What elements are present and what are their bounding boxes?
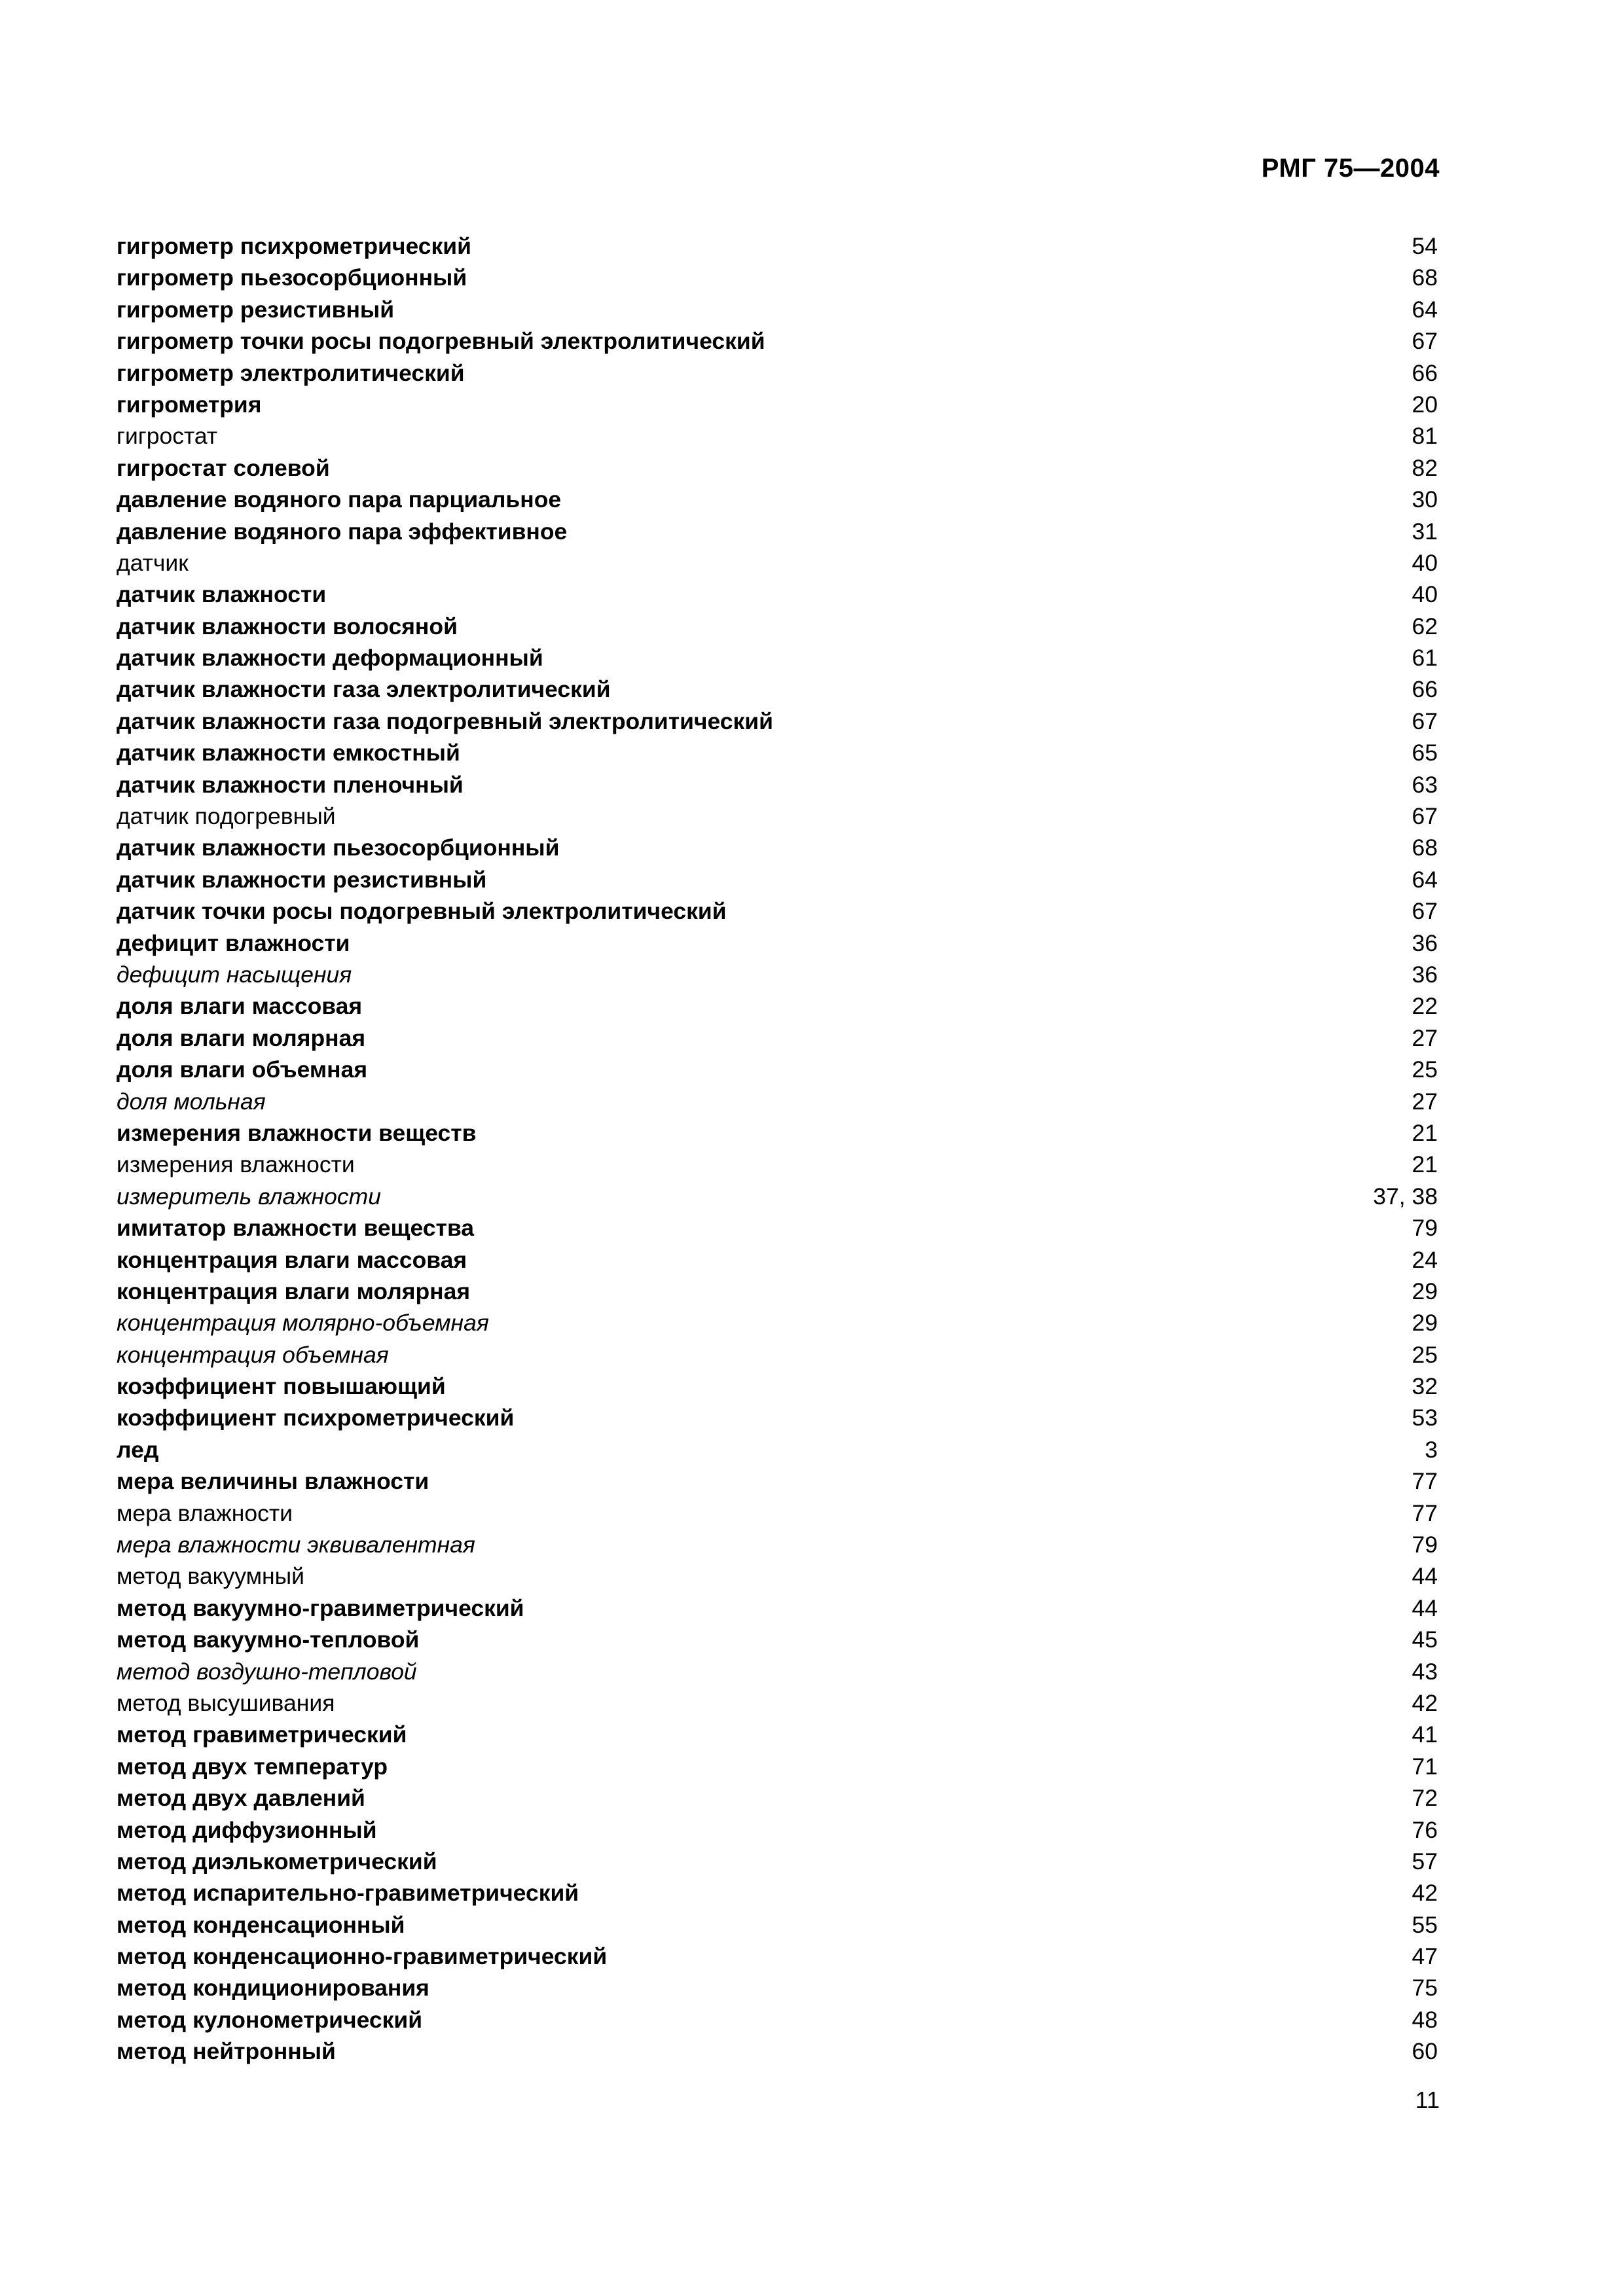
index-entry [117,1656,1438,1687]
index-term: датчик подогревный [117,803,336,830]
index-entry [117,2036,1438,2067]
index-page-ref: 79 [1412,1532,1438,1558]
index-term: доля мольная [117,1088,266,1115]
index-term: имитатор влажности вещества [117,1215,475,1242]
index-term: метод конденсационно-гравиметрический [117,1943,608,1970]
index-page-ref: 68 [1412,834,1438,861]
index-page-ref: 27 [1412,1088,1438,1115]
index-term: датчик точки росы подогревный электролитический [117,898,727,925]
index-term: метод воздушно-тепловой [117,1658,417,1685]
index-term: гигрометр психрометрический [117,233,471,259]
index-entry [117,1846,1438,1877]
index-entry [117,1498,1438,1529]
index-term: гигрометр резистивный [117,296,395,323]
index-term: метод вакуумно-гравиметрический [117,1594,524,1621]
index-entry [117,1624,1438,1655]
index-page-ref: 62 [1412,613,1438,639]
index-term: концентрация объемная [117,1341,389,1368]
index-entry [117,737,1438,768]
index-term: датчик влажности волосяной [117,613,458,639]
index-page-ref: 29 [1412,1310,1438,1336]
index-page-ref: 55 [1412,1911,1438,1938]
index-term: датчик влажности емкостный [117,740,460,766]
index-entry [117,1719,1438,1750]
index-page-ref: 36 [1412,961,1438,988]
index-entry [117,990,1438,1022]
index-entry [117,1434,1438,1465]
index-page-ref: 36 [1412,929,1438,956]
index-term: доля влаги массовая [117,993,363,1020]
index-page-ref: 53 [1412,1405,1438,1431]
index-entry [117,484,1438,515]
index-entry [117,2004,1438,2036]
index-page-ref: 68 [1412,264,1438,291]
page-number: 11 [1415,2087,1440,2113]
index-entry [117,927,1438,959]
index-term: гигрометр электролитический [117,359,465,386]
index-entry [117,800,1438,832]
index-term: метод кулонометрический [117,2006,423,2033]
index-term: датчик влажности газа подогревный электролитический [117,708,773,734]
index-entry [117,769,1438,800]
index-page-ref: 24 [1412,1246,1438,1273]
document-code-header: РМГ 75—2004 [1261,154,1440,183]
index-page-ref: 81 [1412,423,1438,450]
index-page-ref: 60 [1412,2038,1438,2065]
index-term: измерения влажности веществ [117,1119,477,1146]
index-page-ref: 44 [1412,1594,1438,1621]
index-term: измеритель влажности [117,1183,381,1210]
index-entry [117,420,1438,452]
index-term: гигрометрия [117,391,262,418]
index-page-ref: 67 [1412,898,1438,925]
index-entry [117,1560,1438,1592]
index-term: концентрация молярно-объемная [117,1310,489,1336]
index-entry [117,959,1438,990]
index-page-ref: 67 [1412,803,1438,830]
index-term: давление водяного пара эффективное [117,518,568,545]
index-page-ref: 47 [1412,1943,1438,1970]
index-entry [117,1307,1438,1338]
index-entry [117,673,1438,705]
index-term: концентрация влаги массовая [117,1246,467,1273]
index-term: датчик [117,549,189,576]
index-entry [117,1149,1438,1180]
index-entry [117,864,1438,895]
index-term: гигрометр точки росы подогревный электролитический [117,328,765,355]
index-term: дефицит влажности [117,929,350,956]
index-page-ref: 67 [1412,328,1438,355]
index-term: гигрометр пьезосорбционный [117,264,467,291]
index-entry [117,1054,1438,1085]
index-page-ref: 27 [1412,1024,1438,1051]
index-page-ref: 48 [1412,2006,1438,2033]
index-term: метод испарительно-гравиметрический [117,1880,579,1907]
index-page-ref: 21 [1412,1119,1438,1146]
index-entry [117,389,1438,420]
index-page-ref: 44 [1412,1563,1438,1590]
index-entry [117,262,1438,293]
index-entry [117,1972,1438,2003]
index-term: метод двух давлений [117,1785,365,1812]
index-page-ref: 72 [1412,1785,1438,1812]
index-page-ref: 40 [1412,549,1438,576]
index-term: датчик влажности [117,581,327,608]
index-page-ref: 66 [1412,676,1438,703]
index-term: доля влаги молярная [117,1024,366,1051]
index-entry [117,1276,1438,1307]
index-entry [117,1909,1438,1941]
index-page-ref: 61 [1412,645,1438,672]
index-page-ref: 29 [1412,1278,1438,1304]
index-entry [117,642,1438,673]
index-term: метод нейтронный [117,2038,336,2065]
index-term: датчик влажности деформационный [117,645,543,672]
index-term: коэффициент психрометрический [117,1405,515,1431]
index-term: датчик влажности пьезосорбционный [117,834,560,861]
index-entry [117,611,1438,642]
index-entry [117,1782,1438,1814]
index-term: датчик влажности резистивный [117,866,487,893]
index-list [117,230,1438,2068]
index-term: метод вакуумно-тепловой [117,1626,420,1653]
index-page-ref: 40 [1412,581,1438,608]
index-page-ref: 31 [1412,518,1438,545]
index-term: измерения влажности [117,1151,355,1178]
index-page-ref: 71 [1412,1753,1438,1780]
index-page-ref: 63 [1412,771,1438,798]
index-term: метод двух температур [117,1753,388,1780]
index-term: метод диэлькометрический [117,1848,437,1874]
index-page-ref: 43 [1412,1658,1438,1685]
index-page-ref: 30 [1412,486,1438,513]
index-entry [117,1941,1438,1972]
index-term: доля влаги объемная [117,1056,368,1083]
index-page-ref: 21 [1412,1151,1438,1178]
index-page-ref: 32 [1412,1373,1438,1400]
index-page-ref: 25 [1412,1341,1438,1368]
index-term: метод конденсационный [117,1911,405,1938]
index-term: гигростат [117,423,218,450]
index-entry [117,357,1438,389]
index-entry [117,579,1438,610]
index-term: датчик влажности пленочный [117,771,464,798]
index-term: мера влажности [117,1499,293,1526]
index-entry [117,1402,1438,1433]
index-page-ref: 41 [1412,1721,1438,1748]
index-page-ref: 79 [1412,1215,1438,1242]
index-page-ref: 25 [1412,1056,1438,1083]
index-term: метод гравиметрический [117,1721,407,1748]
index-entry [117,706,1438,737]
index-term: мера влажности эквивалентная [117,1532,475,1558]
index-term: метод высушивания [117,1689,335,1716]
index-page-ref: 20 [1412,391,1438,418]
index-page-ref: 77 [1412,1499,1438,1526]
index-entry [117,1814,1438,1846]
index-entry [117,1086,1438,1117]
index-term: гигростат солевой [117,454,330,481]
index-entry [117,1117,1438,1149]
index-entry [117,1244,1438,1276]
index-page-ref: 54 [1412,233,1438,259]
index-term: концентрация влаги молярная [117,1278,471,1304]
index-entry [117,294,1438,325]
index-entry [117,1022,1438,1054]
index-term: давление водяного пара парциальное [117,486,562,513]
index-entry [117,1212,1438,1244]
index-entry [117,1181,1438,1212]
index-entry [117,1687,1438,1719]
index-entry [117,1592,1438,1624]
index-entry [117,1751,1438,1782]
index-entry [117,230,1438,262]
index-page-ref: 75 [1412,1975,1438,2001]
index-entry [117,1339,1438,1371]
index-page-ref: 22 [1412,993,1438,1020]
index-page-ref: 42 [1412,1880,1438,1907]
index-term: лед [117,1436,159,1463]
index-entry [117,325,1438,357]
index-entry [117,1371,1438,1402]
index-entry [117,1877,1438,1909]
index-page-ref: 37, 38 [1373,1183,1438,1210]
index-page-ref: 82 [1412,454,1438,481]
index-entry [117,1465,1438,1497]
index-entry [117,452,1438,484]
index-term: метод вакуумный [117,1563,304,1590]
index-page-ref: 64 [1412,296,1438,323]
index-term: метод кондиционирования [117,1975,429,2001]
index-page-ref: 3 [1425,1436,1438,1463]
index-entry [117,895,1438,927]
index-page-ref: 42 [1412,1689,1438,1716]
index-page-ref: 45 [1412,1626,1438,1653]
index-entry [117,1529,1438,1560]
index-page-ref: 57 [1412,1848,1438,1874]
index-term: дефицит насыщения [117,961,352,988]
index-entry [117,832,1438,863]
index-term: метод диффузионный [117,1816,377,1843]
index-entry [117,547,1438,579]
index-page-ref: 64 [1412,866,1438,893]
index-entry [117,516,1438,547]
index-page-ref: 65 [1412,740,1438,766]
index-term: коэффициент повышающий [117,1373,446,1400]
index-term: датчик влажности газа электролитический [117,676,611,703]
index-page-ref: 66 [1412,359,1438,386]
index-term: мера величины влажности [117,1468,429,1495]
index-page-ref: 76 [1412,1816,1438,1843]
index-page-ref: 77 [1412,1468,1438,1495]
index-page-ref: 67 [1412,708,1438,734]
